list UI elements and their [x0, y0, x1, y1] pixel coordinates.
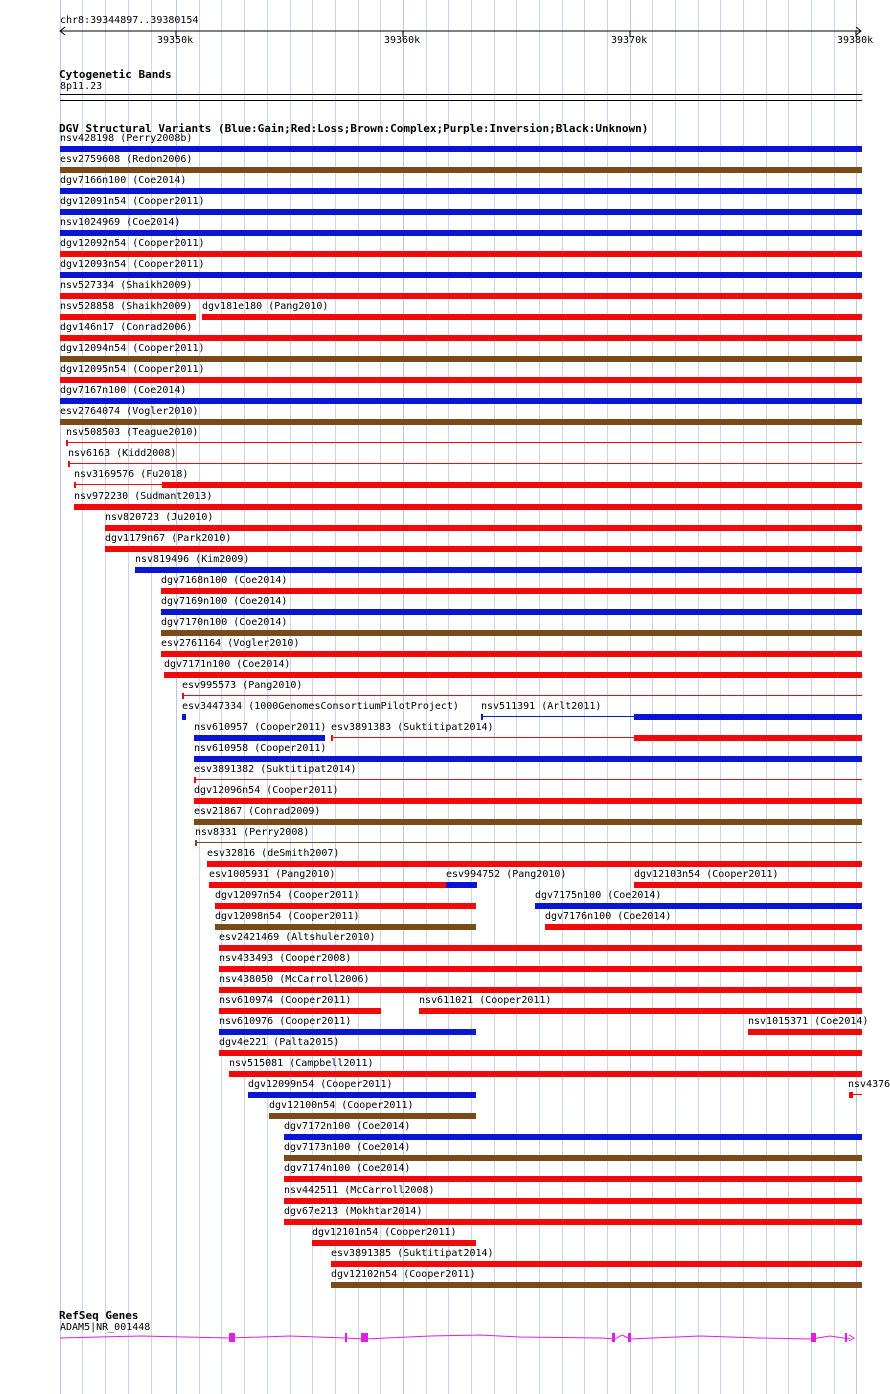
variant-label[interactable]: dgv12103n54 (Cooper2011): [634, 869, 779, 880]
gene-exon: [345, 1333, 347, 1342]
variant-tick: [194, 777, 196, 783]
dgv-track-title[interactable]: DGV Structural Variants (Blue:Gain;Red:Loss;Brown:Complex;Purple:Inversion;Black:Unknown): [59, 122, 649, 135]
ruler-tick-label: 39380k: [837, 35, 874, 46]
variant-label[interactable]: nsv511391 (Arlt2011): [481, 701, 602, 712]
gene-exon: [628, 1333, 631, 1342]
variant-bar[interactable]: [68, 463, 862, 464]
cytoband-line: [60, 100, 862, 101]
variant-label[interactable]: esv1005931 (Pang2010): [209, 869, 336, 880]
variant-label[interactable]: dgv7168n100 (Coe2014): [161, 575, 288, 586]
variant-label[interactable]: dgv12099n54 (Cooper2011): [248, 1079, 393, 1090]
ruler-tick-label: 39360k: [384, 35, 421, 46]
variant-label[interactable]: nsv610974 (Cooper2011): [219, 995, 352, 1006]
variant-label[interactable]: nsv610957 (Cooper2011): [194, 722, 327, 733]
variant-bar[interactable]: [748, 1029, 862, 1035]
variant-label[interactable]: dgv7176n100 (Coe2014): [545, 911, 672, 922]
variant-bar[interactable]: [60, 188, 862, 194]
variant-label[interactable]: esv2759608 (Redon2006): [60, 154, 193, 165]
variant-label[interactable]: nsv433493 (Cooper2008): [219, 953, 352, 964]
variant-label[interactable]: esv32816 (deSmith2007): [207, 848, 340, 859]
variant-bar[interactable]: [446, 882, 477, 888]
location-label: chr8:39344897..39380154: [60, 15, 199, 26]
variant-bar[interactable]: [74, 504, 862, 510]
variant-label[interactable]: dgv7166n100 (Coe2014): [60, 175, 187, 186]
variant-tick: [195, 840, 197, 846]
variant-label[interactable]: nsv610958 (Cooper2011): [194, 743, 327, 754]
variant-label[interactable]: nsv528858 (Shaikh2009): [60, 301, 193, 312]
variant-label[interactable]: nsv442511 (McCarroll2008): [284, 1185, 435, 1196]
variant-label[interactable]: nsv1024969 (Coe2014): [60, 217, 181, 228]
variant-bar[interactable]: [248, 1092, 476, 1098]
variant-bar[interactable]: [419, 1008, 862, 1014]
variant-label[interactable]: nsv515081 (Campbell2011): [229, 1058, 374, 1069]
cytoband-track-title[interactable]: Cytogenetic Bands: [59, 68, 172, 81]
variant-label[interactable]: dgv4e221 (Palta2015): [219, 1037, 340, 1048]
variant-bar[interactable]: [162, 482, 862, 488]
variant-label[interactable]: nsv508503 (Teague2010): [66, 427, 199, 438]
variant-bar[interactable]: [60, 314, 196, 320]
variant-bar[interactable]: [194, 735, 325, 741]
cytoband-line: [60, 94, 862, 95]
variant-label[interactable]: dgv181e180 (Pang2010): [202, 301, 329, 312]
variant-label[interactable]: nsv428198 (Perry2008b): [60, 133, 193, 144]
variant-label[interactable]: dgv7171n100 (Coe2014): [164, 659, 291, 670]
variant-tick: [68, 461, 70, 467]
variant-bar[interactable]: [60, 293, 862, 299]
variant-bar[interactable]: [195, 842, 862, 843]
refseq-track-title[interactable]: RefSeq Genes: [59, 1309, 139, 1322]
variant-tick: [74, 482, 76, 488]
variant-bar[interactable]: [60, 209, 862, 215]
variant-bar[interactable]: [66, 442, 862, 443]
variant-bar[interactable]: [194, 798, 862, 804]
variant-label[interactable]: dgv12092n54 (Cooper2011): [60, 238, 205, 249]
variant-label[interactable]: dgv1179n67 (Park2010): [105, 533, 232, 544]
variant-bar[interactable]: [182, 695, 862, 696]
variant-label[interactable]: nsv4376: [848, 1079, 890, 1090]
variant-label[interactable]: esv2761164 (Vogler2010): [161, 638, 300, 649]
variant-bar[interactable]: [164, 672, 862, 678]
variant-bar[interactable]: [331, 1261, 862, 1267]
variant-bar[interactable]: [60, 146, 862, 152]
variant-bar[interactable]: [284, 1176, 862, 1182]
variant-bar[interactable]: [161, 651, 862, 657]
refseq-gene-label[interactable]: ADAM5|NR_001448: [60, 1322, 151, 1333]
variant-bar[interactable]: [60, 356, 862, 362]
variant-bar[interactable]: [634, 882, 862, 888]
variant-bar[interactable]: [194, 819, 862, 825]
variant-label[interactable]: dgv7173n100 (Coe2014): [284, 1142, 411, 1153]
ruler-tick-label: 39350k: [157, 35, 194, 46]
variant-bar[interactable]: [60, 377, 862, 383]
variant-label[interactable]: nsv6163 (Kidd2008): [68, 448, 177, 459]
variant-label[interactable]: esv994752 (Pang2010): [446, 869, 567, 880]
variant-label[interactable]: dgv12094n54 (Cooper2011): [60, 343, 205, 354]
variant-label[interactable]: esv3891382 (Suktitipat2014): [194, 764, 357, 775]
variant-bar[interactable]: [284, 1219, 862, 1225]
ruler-tick-label: 39370k: [611, 35, 648, 46]
variant-bar[interactable]: [60, 419, 862, 425]
variant-bar[interactable]: [215, 924, 476, 930]
variant-bar[interactable]: [209, 882, 446, 888]
variant-bar[interactable]: [215, 903, 476, 909]
gene-exon: [811, 1333, 816, 1342]
variant-label[interactable]: dgv67e213 (Mokhtar2014): [284, 1206, 423, 1217]
variant-label[interactable]: esv21867 (Conrad2009): [194, 806, 321, 817]
variant-label[interactable]: esv2421469 (Altshuler2010): [219, 932, 376, 943]
variant-label[interactable]: dgv7175n100 (Coe2014): [535, 890, 662, 901]
refseq-gene-model[interactable]: [0, 1330, 890, 1346]
variant-label[interactable]: nsv527334 (Shaikh2009): [60, 280, 193, 291]
variant-bar[interactable]: [219, 1029, 476, 1035]
variant-label[interactable]: dgv7172n100 (Coe2014): [284, 1121, 411, 1132]
variant-label[interactable]: nsv820723 (Ju2010): [105, 512, 214, 523]
variant-bar[interactable]: [634, 735, 862, 741]
variant-label[interactable]: nsv1015371 (Coe2014): [748, 1016, 869, 1027]
variant-label[interactable]: dgv7167n100 (Coe2014): [60, 385, 187, 396]
variant-bar[interactable]: [194, 756, 862, 762]
variant-tick: [182, 714, 186, 720]
variant-bar[interactable]: [284, 1155, 862, 1161]
gene-exon: [845, 1333, 847, 1342]
gene-exon: [612, 1333, 615, 1342]
variant-bar[interactable]: [535, 903, 862, 909]
variant-bar[interactable]: [545, 924, 862, 930]
variant-bar[interactable]: [60, 398, 862, 404]
variant-label[interactable]: nsv3169576 (Fu2018): [74, 469, 189, 480]
variant-bar[interactable]: [229, 1071, 862, 1077]
variant-bar[interactable]: [60, 230, 862, 236]
gene-exon: [361, 1333, 368, 1342]
cytoband-label: 8p11.23: [60, 81, 103, 92]
variant-label[interactable]: dgv7170n100 (Coe2014): [161, 617, 288, 628]
variant-bar[interactable]: [284, 1134, 862, 1140]
variant-bar[interactable]: [105, 525, 862, 531]
variant-bar[interactable]: [60, 251, 862, 257]
variant-bar[interactable]: [207, 861, 862, 867]
variant-label[interactable]: dgv12096n54 (Cooper2011): [194, 785, 339, 796]
variant-label[interactable]: nsv8331 (Perry2008): [195, 827, 310, 838]
variant-label[interactable]: dgv7174n100 (Coe2014): [284, 1163, 411, 1174]
variant-bar[interactable]: [219, 1050, 862, 1056]
variant-tick: [66, 440, 68, 446]
variant-tick: [331, 735, 333, 741]
variant-bar[interactable]: [74, 484, 162, 485]
gene-exon: [229, 1333, 235, 1342]
variant-label[interactable]: dgv12091n54 (Cooper2011): [60, 196, 205, 207]
variant-bar[interactable]: [60, 272, 862, 278]
variant-tick: [481, 714, 483, 720]
variant-bar[interactable]: [219, 1008, 381, 1014]
variant-label[interactable]: dgv7169n100 (Coe2014): [161, 596, 288, 607]
gene-intron-line: [60, 1335, 850, 1339]
variant-label[interactable]: dgv12098n54 (Cooper2011): [215, 911, 360, 922]
variant-bar[interactable]: [284, 1198, 862, 1204]
variant-bar[interactable]: [60, 167, 862, 173]
variant-label[interactable]: nsv972230 (Sudmant2013): [74, 491, 213, 502]
variant-bar[interactable]: [331, 1282, 862, 1288]
variant-bar[interactable]: [161, 609, 862, 615]
gene-strand-arrow: [849, 1335, 854, 1341]
variant-bar[interactable]: [161, 588, 862, 594]
variant-label[interactable]: esv2764074 (Vogler2010): [60, 406, 199, 417]
variant-label[interactable]: esv3891383 (Suktitipat2014): [331, 722, 494, 733]
variant-bar[interactable]: [60, 335, 862, 341]
variant-bar[interactable]: [202, 314, 862, 320]
variant-label[interactable]: nsv611021 (Cooper2011): [419, 995, 552, 1006]
variant-bar[interactable]: [135, 567, 862, 573]
variant-label[interactable]: esv3891385 (Suktitipat2014): [331, 1248, 494, 1259]
variant-bar[interactable]: [634, 714, 862, 720]
variant-label[interactable]: dgv12100n54 (Cooper2011): [269, 1100, 414, 1111]
variant-bar[interactable]: [105, 546, 862, 552]
variant-bar[interactable]: [219, 945, 862, 951]
variant-label[interactable]: dgv12101n54 (Cooper2011): [312, 1227, 457, 1238]
variant-label[interactable]: nsv819496 (Kim2009): [135, 554, 250, 565]
variant-label[interactable]: dgv12097n54 (Cooper2011): [215, 890, 360, 901]
variant-label[interactable]: dgv12093n54 (Cooper2011): [60, 259, 205, 270]
variant-label[interactable]: esv3447334 (1000GenomesConsortiumPilotProject): [182, 701, 459, 712]
variant-tick: [182, 693, 184, 699]
variant-bar[interactable]: [194, 779, 862, 780]
variant-tick: [849, 1092, 853, 1098]
variant-bar[interactable]: [161, 630, 862, 636]
variant-bar[interactable]: [312, 1240, 476, 1246]
variant-bar[interactable]: [219, 966, 862, 972]
variant-bar[interactable]: [269, 1113, 476, 1119]
variant-label[interactable]: nsv610976 (Cooper2011): [219, 1016, 352, 1027]
variant-label[interactable]: esv995573 (Pang2010): [182, 680, 303, 691]
variant-label[interactable]: dgv146n17 (Conrad2006): [60, 322, 193, 333]
variant-label[interactable]: dgv12095n54 (Cooper2011): [60, 364, 205, 375]
variant-bar[interactable]: [481, 716, 634, 717]
variant-label[interactable]: nsv438050 (McCarroll2006): [219, 974, 370, 985]
variant-label[interactable]: dgv12102n54 (Cooper2011): [331, 1269, 476, 1280]
variant-bar[interactable]: [219, 987, 862, 993]
variant-bar[interactable]: [331, 737, 634, 738]
